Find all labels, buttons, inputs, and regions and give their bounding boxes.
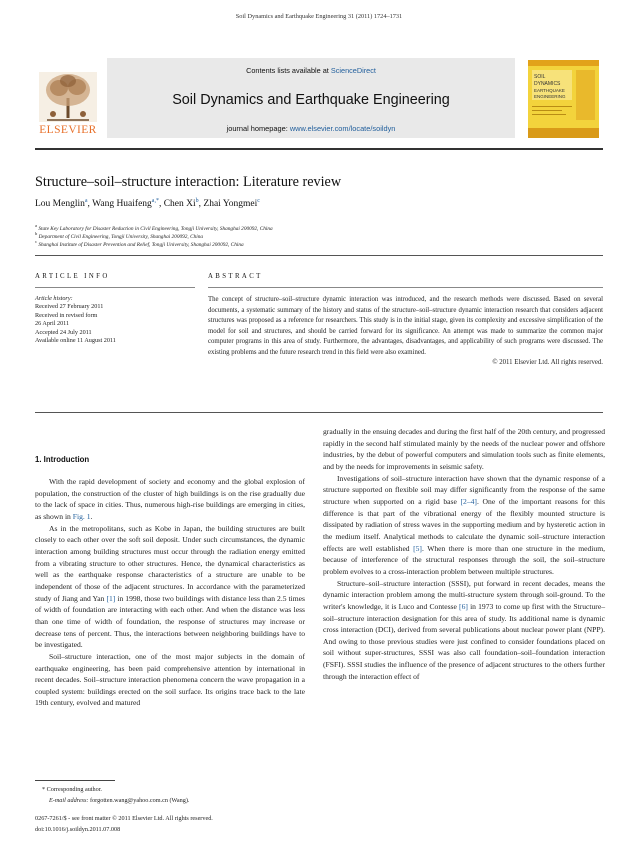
abstract-rule [208,287,603,288]
history-entry: 26 April 2011 [35,320,70,328]
history-entry: Accepted 24 July 2011 [35,328,92,336]
elsevier-wordmark: ELSEVIER [39,124,97,136]
author-affiliation-mark[interactable]: b [195,198,199,204]
contents-prefix: Contents lists available at [246,66,331,75]
affiliation-text: Department of Civil Engineering, Tongji University, Shanghai 200092, China [38,233,204,240]
author-affiliation-mark[interactable]: c [257,198,260,204]
citation-link[interactable]: [1] [106,593,116,603]
cover-line-2: DYNAMICS [534,81,561,87]
abstract-text: The concept of structure–soil–structure dynamic interaction was introduced, and the research methods were discussed. Based on several documents, a systematic summary of the history and status of the structure–soil–structure dynamic interaction research that considers adjacent structures was proposed as a reference for researchers. This study is in the initial stage, given its complexity and excessive simplification of the model for soil and structures, and should be carried forward for its significance. An attempt was made to summarize the common major computer programs in this area of study. Furthermore, the advantages, disadvantages, and applicability of such programs were discussed. The existing problems and the future research trend in this field were also examined. [208,296,603,356]
affiliation-text: Shanghai Institute of Disaster Prevention and Relief, Tongji University, Shanghai 200092, China [38,241,244,248]
article-history-label: Article history: [35,295,73,302]
author-name: Zhai Yongmei [203,199,258,210]
cover-line-4: ENGINEERING [534,94,566,99]
author-email-link[interactable]: forgotten.wang@yahoo.com.cn (Wang). [90,797,190,804]
abstract-copyright: © 2011 Elsevier Ltd. All rights reserved. [492,359,603,366]
history-entry: Available online 11 August 2011 [35,337,116,345]
article-info-rule [35,287,195,288]
body-paragraph [323,578,605,683]
cover-line-1: SOIL [534,74,546,80]
journal-homepage-line [107,124,515,133]
author-affiliation-mark[interactable]: a [84,198,88,204]
body-paragraph [323,426,605,473]
body-paragraph [35,476,305,523]
paragraph-text: . One of the important reasons for this difference is that part of the vibrational energy of the flexibly mounted structure is dissipated by radiation of stress waves in the supporting medium and by hysteretic action in the medium itself. Analytical methods to calculate the dynamic soil–structure interaction effects are well established [323,496,605,553]
journal-reference: Soil Dynamics and Earthquake Engineering 31 (2011) 1724–1731 [235,13,403,20]
abstract-body [208,295,603,369]
email-label: E-mail address: [49,797,91,804]
body-paragraph [35,523,305,651]
affiliation-mark: a [35,223,37,228]
body-paragraph [35,651,305,709]
citation-link[interactable]: [2–4] [460,496,477,506]
journal-cover-image [528,60,599,138]
author-name: Chen Xi [163,199,196,210]
author-affiliation-mark[interactable]: a,* [151,198,159,204]
corresponding-author-note: * Corresponding author. [42,786,102,793]
footnote-rule [35,780,115,781]
history-entry: Received in revised form [35,311,98,319]
article-history [35,295,200,345]
abstract-rule-bottom [35,412,603,413]
doi-link[interactable]: doi:10.1016/j.soildyn.2011.07.008 [35,826,121,833]
title-block-rule [35,255,603,256]
paragraph-text: . When there is more than one structure in the medium, because of interference of the structural responses through the soil, the soil–structure problem evolves to a cross-interaction problem between multiple structures. [323,543,606,576]
abstract-heading: ABSTRACT [208,273,263,280]
corresponding-email-line [49,797,309,804]
affiliation-mark: c [35,239,37,244]
paragraph-text: . [90,511,93,521]
paragraph-text: As in the metropolitans, such as Kobe in Japan, the building structures are built closely to each other over the soft soil deposit. Under such circumstances, the dynamic interaction among building structures must occur through the radiation energy emitted from a vibrating structure to other structures. Hence, the dynamical characteristics as well as the earthquake response characteristics of a structure are unable to be independent of those of the adjacent structures. In accordance with the parameterized study of Jiang and Yan [35,523,305,603]
paragraph-text: in 1998, those two buildings with distance less than 2.5 times of width of foundation are interacting with each other. And when the distance was less than one time of width of foundation, the response of structures may increase or decrease tens of percent. Thus, the interactions between neighboring buildings have to be investigated. [35,593,305,650]
cover-line-3: EARTHQUAKE [534,88,565,93]
citation-link[interactable]: [6] [459,601,468,611]
paragraph-text: in 1973 to come up first with the Structure–soil–structure interaction designation for this area of study. Its additional name is dynamic cross interaction (DCI), derived from several publications about nuclear power plant (NPP). And owing to those previous studies were just confined to consider foundations placed on soil without super-structures, SSSI was also call foundation–soil–foundation interaction (FSFI). SSSI studies the influence of the presence of adjacent structures to the others further through the interaction effect of [323,601,605,681]
header-rule [35,148,603,150]
history-entry: Received 27 February 2011 [35,303,104,311]
paragraph-text: gradually in the ensuing decades and during the first half of the 20th century, and progressed rapidly in the second half stimulated mainly by the needs of the nuclear power and offshore industries, by the debut of powerful computers and simulation tools such as finite elements, and by the needs for improvements in seismic safety. [323,427,605,471]
figure-reference-link[interactable]: Fig. 1 [72,511,91,521]
section-heading-introduction: 1. Introduction [35,455,90,464]
author-name: Lou Menglin [35,199,85,210]
affiliation [35,239,605,248]
body-column-left [35,476,305,709]
body-column-right [323,426,605,682]
article-title: Structure–soil–structure interaction: Literature review [35,174,342,190]
paragraph-text: Investigations of soil–structure interaction have shown that the dynamic response of a structure supported on flexible soil may differ significantly from the response of the same structure when supported on a rigid base [323,473,605,506]
author-list: Lou Menglin$^a$, Wang Huaifeng$^{a,*}$, Chen Xi$^b$, Zhai Yongmei$^c$ [35,198,260,210]
body-paragraph [323,473,605,578]
journal-title: Soil Dynamics and Earthquake Engineering [172,92,450,108]
issn-line: 0267-7261/$ - see front matter © 2011 Elsevier Ltd. All rights reserved. [35,815,213,822]
affiliation-text: State Key Laboratory for Disaster Reduction in Civil Engineering, Tongji University, Shanghai 200092, China [38,225,273,232]
citation-link[interactable]: [5] [413,543,422,553]
paragraph-text: Soil–structure interaction, one of the most major subjects in the domain of earthquake engineering, has been paid comprehensive attention by international in recent decades. Soil–structure interaction phenomena concern the wave propagation in a coupled system: buildings erected on the soil surface. Its origins trace back to the late 19th century, evolved and matured [35,651,305,708]
paragraph-text: Structure–soil–structure interaction (SSSI), put forward in recent decades, means the dynamic interaction problem among the multi-structure system through soil-ground. To the writer's knowledge, it is Luco and Contesse [323,578,605,611]
affiliation-mark: b [35,231,38,236]
article-info-heading: ARTICLE INFO [35,273,110,280]
author-name: Wang Huaifeng [92,199,152,210]
homepage-prefix: journal homepage: [226,124,290,133]
paragraph-text: With the rapid development of society and economy and the global explosion of population, the construction of the cluster of high buildings is on the rise gradually due to the lack of space in cities. Thus, numerous high-rise buildings are emerging in cities, as shown in [35,477,305,521]
contents-line [107,66,515,75]
journal-homepage-link[interactable]: www.elsevier.com/locate/soildyn [289,124,396,133]
sciencedirect-link[interactable]: ScienceDirect [330,66,376,75]
